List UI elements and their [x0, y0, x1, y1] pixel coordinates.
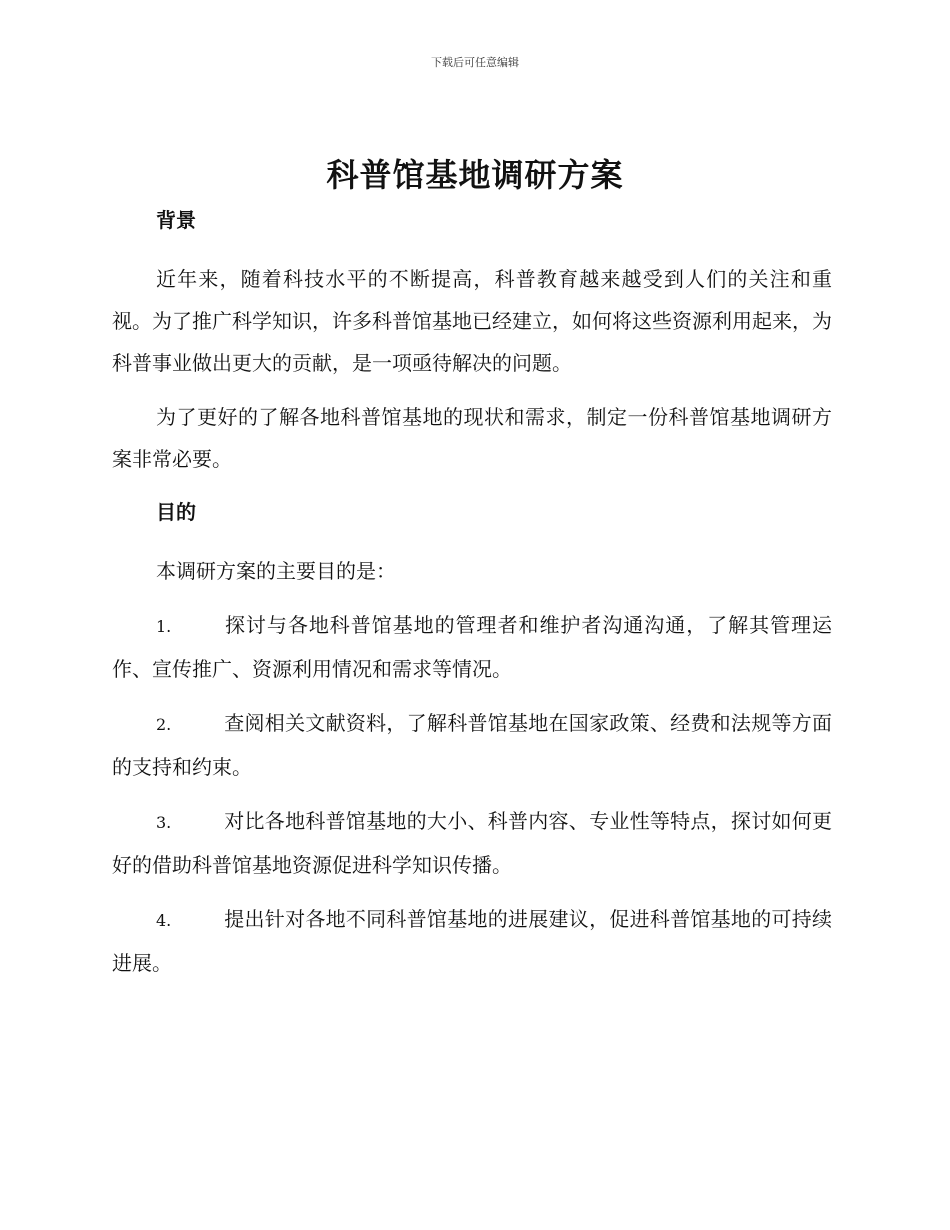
list-item-number: 3. [156, 813, 172, 832]
list-item-number: 1. [156, 617, 172, 636]
list-item [112, 604, 832, 690]
list-item-text: 探讨与各地科普馆基地的管理者和维护者沟通沟通，了解其管理运作、宣传推广、资源利用情况和需求等情况。 [112, 613, 832, 681]
section-heading-background: 背景 [156, 208, 196, 232]
list-item [112, 800, 832, 886]
background-paragraph-1: 近年来，随着科技水平的不断提高，科普教育越来越受到人们的关注和重视。为了推广科学知识，许多科普馆基地已经建立，如何将这些资源利用起来，为科普事业做出更大的贡献，是一项亟待解决的问题。 [112, 267, 832, 375]
list-item-text: 提出针对各地不同科普馆基地的进展建议，促进科普馆基地的可持续进展。 [112, 907, 832, 975]
document-title: 科普馆基地调研方案 [326, 156, 624, 194]
background-paragraph-2: 为了更好的了解各地科普馆基地的现状和需求，制定一份科普馆基地调研方案非常必要。 [112, 405, 832, 471]
list-item [112, 702, 832, 788]
purpose-intro: 本调研方案的主要目的是： [156, 559, 396, 583]
list-item-number: 4. [156, 911, 172, 930]
list-item-number: 2. [156, 715, 172, 734]
list-item-text: 对比各地科普馆基地的大小、科普内容、专业性等特点，探讨如何更好的借助科普馆基地资源促进科学知识传播。 [112, 809, 832, 877]
list-item [112, 898, 832, 984]
section-heading-purpose: 目的 [156, 500, 196, 524]
document-body [112, 204, 832, 984]
header-note: 下载后可任意编辑 [431, 56, 519, 69]
list-item-text: 查阅相关文献资料，了解科普馆基地在国家政策、经费和法规等方面的支持和约束。 [112, 711, 832, 779]
